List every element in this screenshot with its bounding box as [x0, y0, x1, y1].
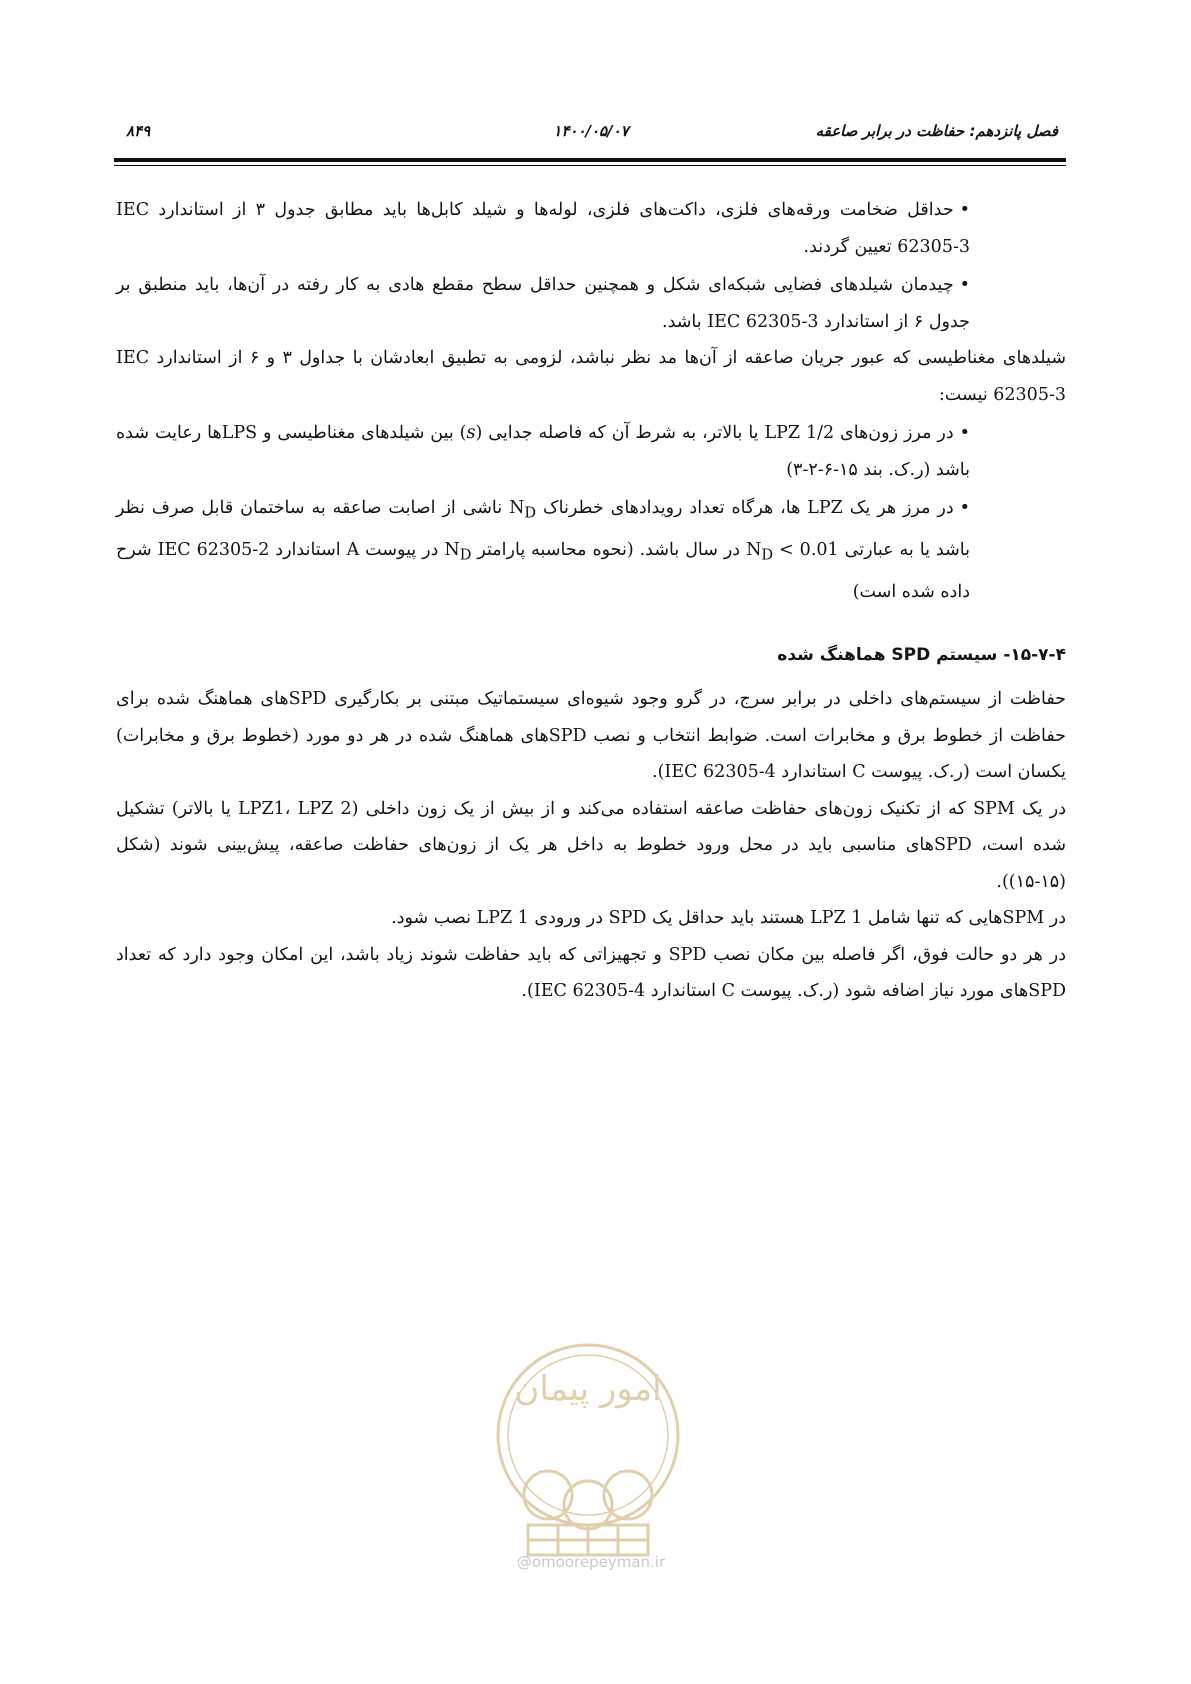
header-date: ۱۴۰۰/۰۵/۰۷ [553, 122, 629, 140]
paragraph: در SPMهایی که تنها شامل LPZ 1 هستند باید حداقل یک SPD در ورودی LPZ 1 نصب شود. [391, 908, 1066, 928]
page-header [116, 122, 1066, 150]
bullet-dot-icon: • [959, 498, 970, 518]
bullet-item: •در مرز زون‌های LPZ 1/2 یا بالاتر، به شرط آن که فاصله جدایی (s) بین شیلدهای مغناطیسی و LPSها رعایت شده باشد (ر.ک. بند ۱۵-۶-۲-۳) [116, 423, 970, 480]
page-number: ۸۴۹ [126, 122, 151, 140]
watermark-logo-icon [488, 1325, 688, 1575]
bullet-dot-icon: • [959, 423, 970, 443]
symbol-s: s [466, 423, 476, 443]
header-rule-thick [114, 158, 1066, 162]
header-rule-thin [114, 165, 1066, 166]
body-content [116, 190, 1066, 1010]
bullet-item: •در مرز هر یک LPZ ها، هرگاه تعداد رویدادهای خطرناک $N_D$ ناشی از اصابت صاعقه به ساختمان قابل صرف نظر باشد یا به عبارتی $N_D < 0.01$ در سال باشد. (نحوه محاسبه پارامتر $N_D$ در پیوست A استاندارد IEC 62305-2 شرح داده شده است) [116, 498, 970, 602]
bullet-dot-icon: • [959, 200, 970, 220]
watermark-url: @omoorepeyman.ir [516, 1553, 666, 1571]
watermark-logo-text: امور پیمان [514, 1369, 662, 1409]
bullet-item: •چیدمان شیلدهای فضایی شبکه‌ای شکل و همچنین حداقل سطح مقطع هادی به کار رفته در آن‌ها، باید منطبق بر جدول ۶ از استاندارد IEC 62305-3 باشد. [116, 275, 970, 332]
chapter-title: فصل پانزدهم: حفاظت در برابر صاعقه [815, 122, 1058, 140]
paragraph: در هر دو حالت فوق، اگر فاصله بین مکان نصب SPD و تجهیزاتی که باید حفاظت شوند زیاد باشد، این امکان وجود دارد که تعداد SPDهای مورد نیاز اضافه شود (ر.ک. پیوست C استاندارد IEC 62305-4). [116, 944, 1066, 1001]
bullet-dot-icon: • [959, 275, 970, 295]
section-heading: ۱۵-۷-۴- سیستم SPD هماهنگ شده [777, 644, 1066, 665]
bullet-item: •حداقل ضخامت ورقه‌های فلزی، داکت‌های فلزی، لوله‌ها و شیلد کابل‌ها باید مطابق جدول ۳ از استاندارد IEC 62305-3 تعیین گردند. [116, 200, 970, 257]
paragraph: حفاظت از سیستم‌های داخلی در برابر سرج، در گرو وجود شیوه‌ای سیستماتیک مبتنی بر بکارگیری SPDهای هماهنگ شده برای حفاظت از خطوط برق و مخابرات است. ضوابط انتخاب و نصب SPDهای هماهنگ شده در هر دو مورد (خطوط برق و مخابرات) یکسان است (ر.ک. پیوست C استاندارد IEC 62305-4). [116, 689, 1067, 782]
paragraph: در یک SPM که از تکنیک زون‌های حفاظت صاعقه استفاده می‌کند و از بیش از یک زون داخلی (LPZ1، LPZ 2 یا بالاتر) تشکیل شده است، SPDهای مناسبی باید در محل ورود خطوط به داخل هر یک از زون‌های حفاظت صاعقه، پیش‌بینی شوند (شکل (۱۵-۱۵)). [116, 798, 1067, 892]
paragraph-shields: شیلدهای مغناطیسی که عبور جریان صاعقه از آن‌ها مد نظر نباشد، لزومی به تطبیق ابعادشان با جداول ۳ و ۶ از استاندارد IEC 62305-3 نیست: [116, 348, 1066, 405]
